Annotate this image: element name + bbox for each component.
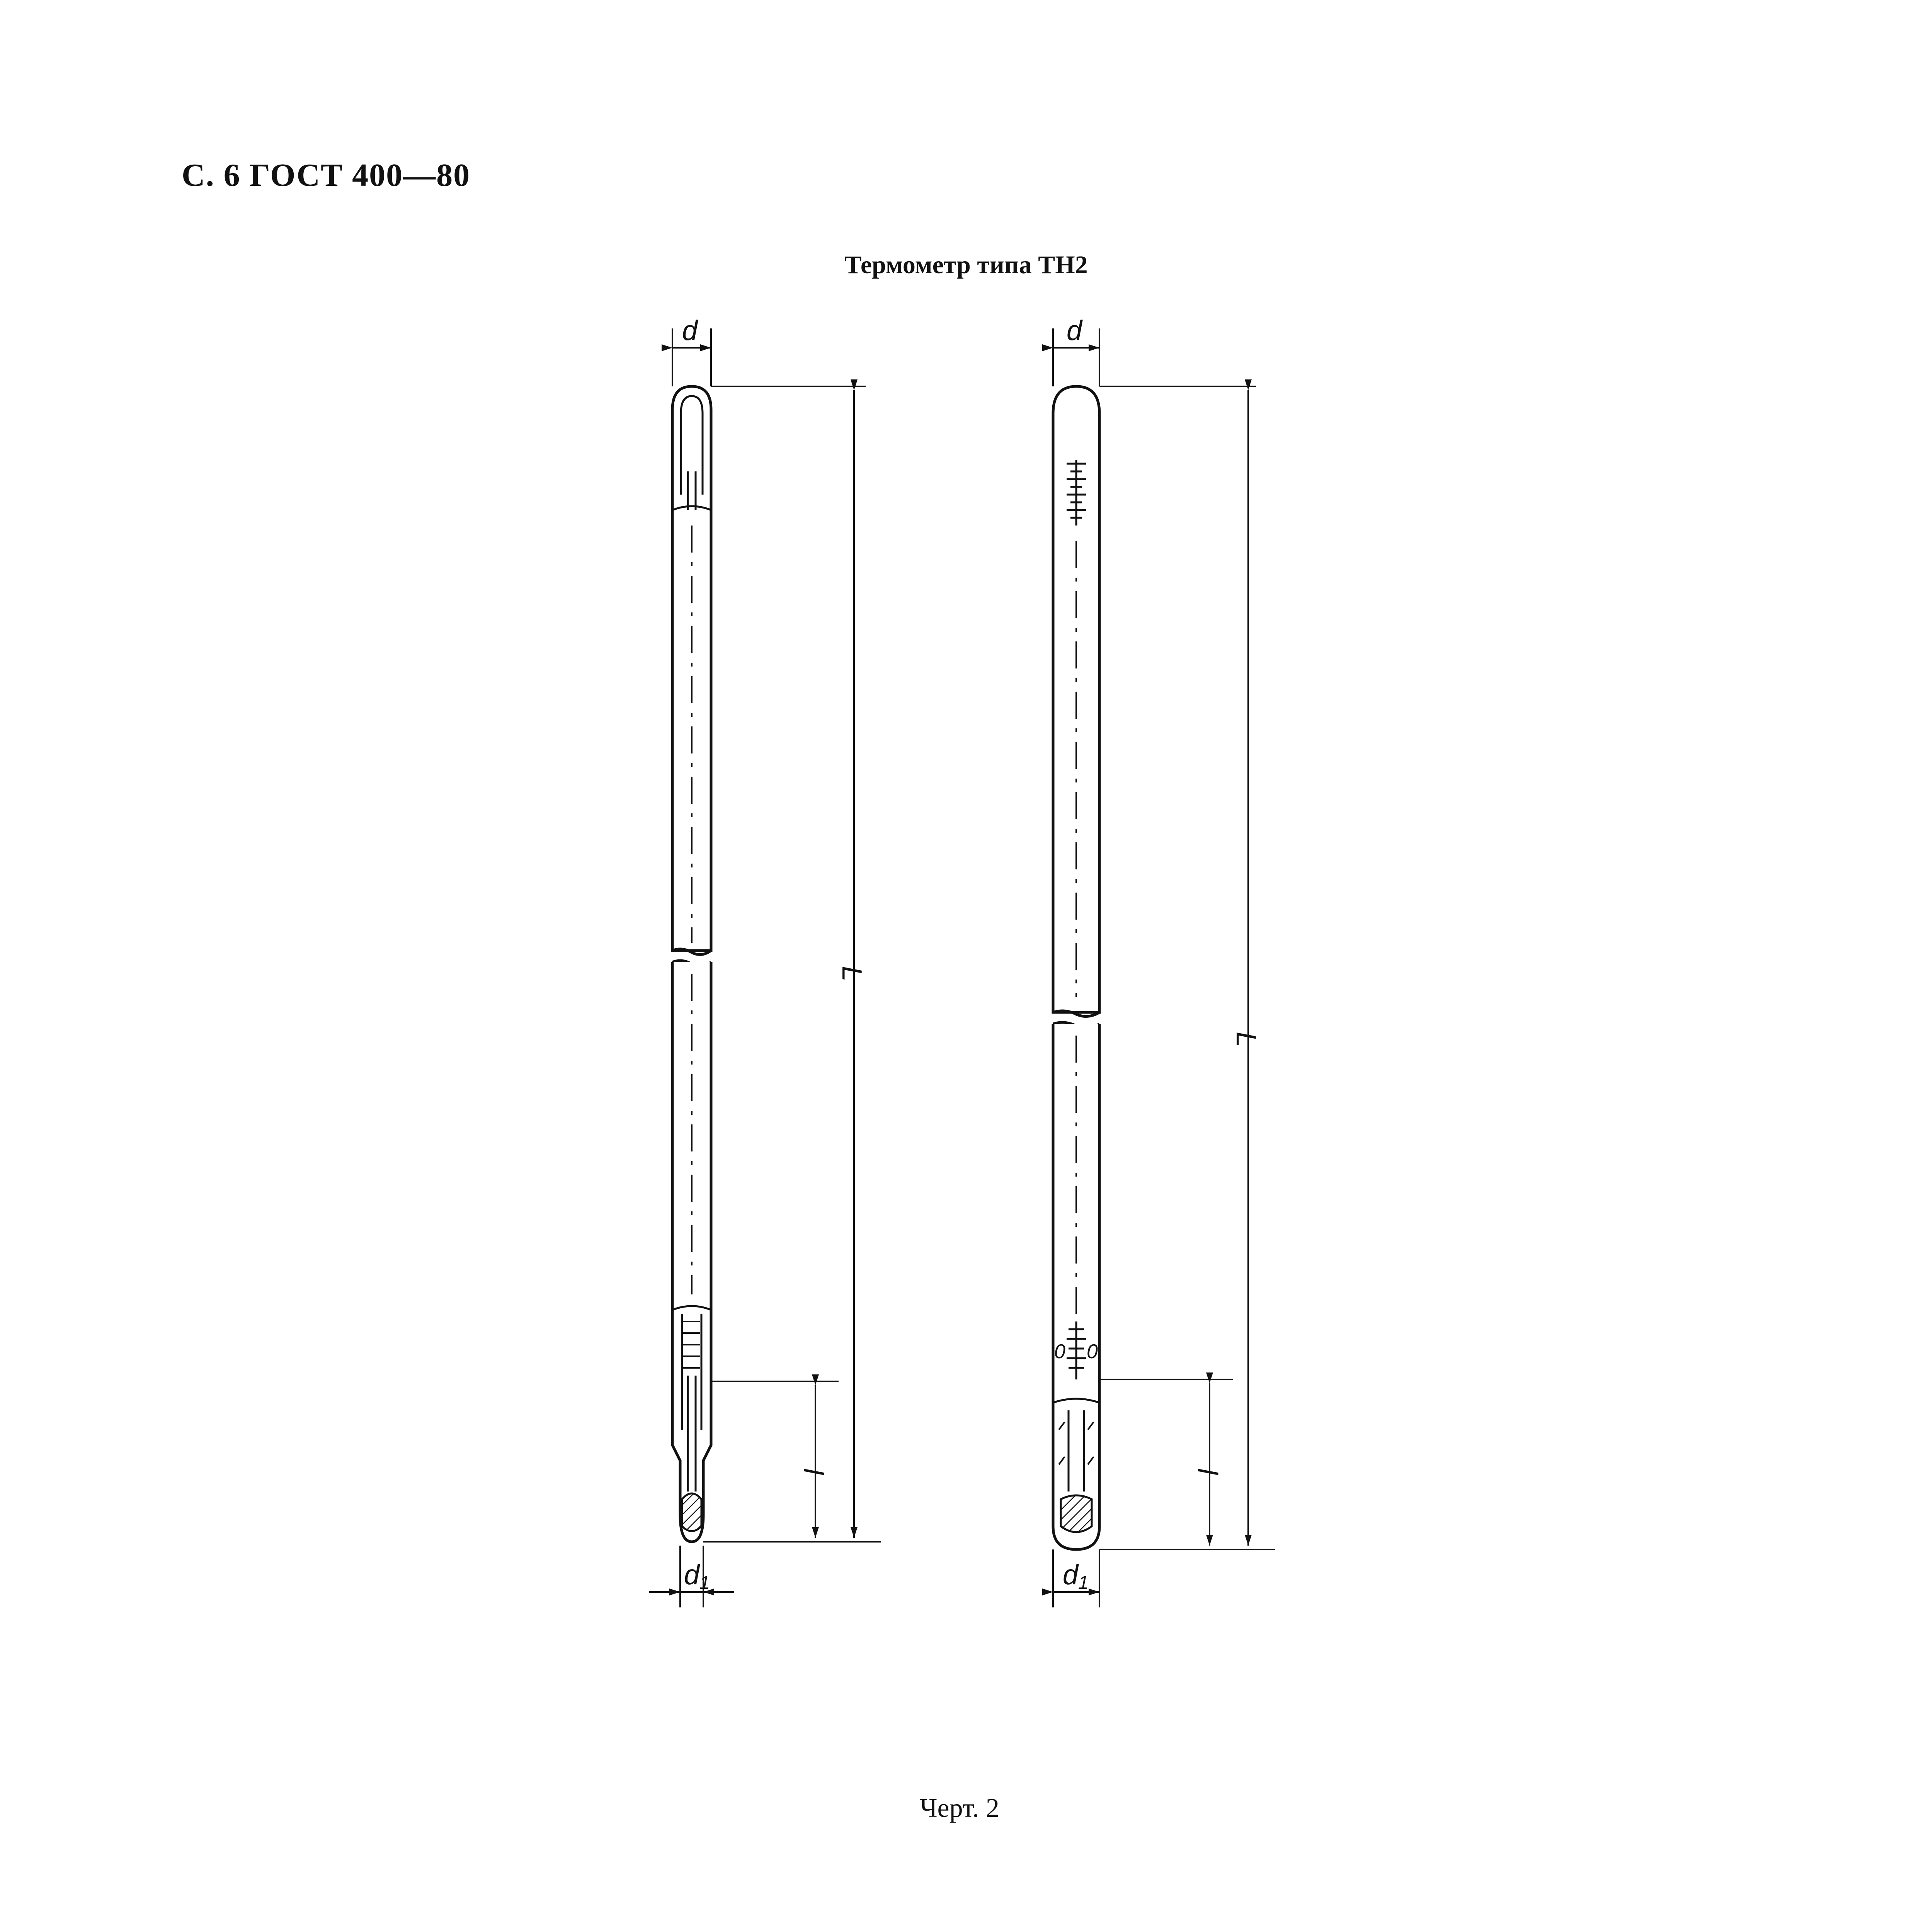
label-d1-left: d1: [684, 1560, 710, 1593]
dimension-lines: [649, 328, 1275, 1607]
figure-title: Термометр типа ТН2: [844, 251, 1088, 279]
label-d1-right: d1: [1063, 1560, 1089, 1593]
label-l-right: l: [1192, 1468, 1223, 1475]
thermometer-drawing: [618, 309, 1314, 1719]
label-zero-right: 0: [1087, 1340, 1098, 1363]
label-L-right: L: [1230, 1032, 1261, 1048]
label-l-left: l: [798, 1468, 829, 1475]
label-zero-left: 0: [1054, 1340, 1065, 1363]
figure-caption: Черт. 2: [920, 1793, 999, 1823]
label-L-left: L: [836, 966, 867, 982]
right-thermometer: [1053, 386, 1099, 1549]
label-d-left: d: [682, 315, 698, 346]
label-d-right: d: [1067, 315, 1082, 346]
page-header: С. 6 ГОСТ 400—80: [182, 157, 471, 193]
left-thermometer: [672, 386, 711, 1542]
